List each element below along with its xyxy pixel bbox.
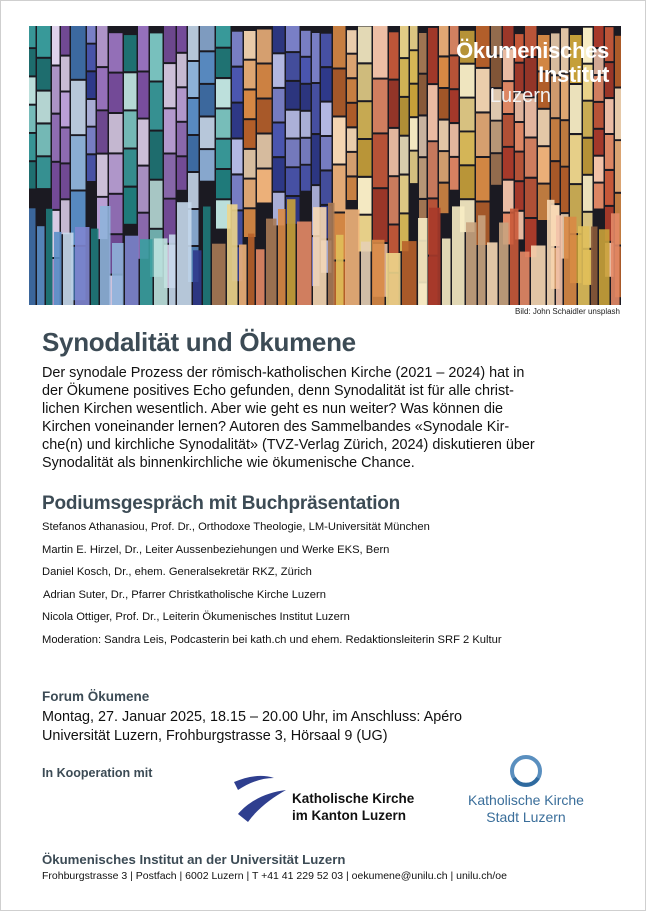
intro-line: Der synodale Prozess der römisch-katholischen Kirche (2021 – 2024) hat in — [42, 365, 525, 381]
swatch-card — [227, 204, 238, 305]
swatch-card — [429, 208, 441, 305]
swatch-card — [256, 249, 265, 305]
swatch-card — [452, 206, 465, 305]
swatch-card — [112, 243, 124, 305]
participant-item: Stefanos Athanasiou, Prof. Dr., Orthodoxe Theologie, LM-Universität München — [42, 521, 430, 533]
swatch-card — [487, 242, 498, 305]
swatch-card — [510, 209, 519, 305]
intro-paragraph — [42, 364, 612, 472]
swatch-card — [402, 241, 417, 305]
swatch-strip — [257, 30, 272, 203]
swatch-strip — [124, 35, 137, 224]
swatch-strip — [29, 26, 36, 189]
intro-line: che(n) und kirchliche Synodalität» (TVZ-Verlag Zürich, 2024) diskutieren über — [42, 437, 535, 453]
intro-line: lichen Kirchen wesentlich. Aber wie geht es nun weiter? Was können die — [42, 401, 504, 417]
swatch-strip — [177, 26, 187, 190]
swatch-card — [63, 233, 74, 305]
institute-logo-line2: Institut — [538, 62, 609, 87]
swatch-card — [239, 245, 247, 306]
swatch-card — [203, 207, 211, 306]
participant-list — [42, 520, 632, 655]
institute-logo-line1: Ökumenisches — [456, 38, 609, 63]
city-church-logo — [455, 752, 605, 832]
swatch-card — [499, 223, 509, 306]
swatch-card — [372, 240, 385, 305]
hero-image — [29, 26, 621, 305]
swatch-strip — [216, 26, 231, 229]
swatch-strip — [273, 26, 285, 225]
swatch-card — [361, 242, 371, 305]
event-datetime: Montag, 27. Januar 2025, 18.15 – 20.00 Uhr, im Anschluss: Apéro — [42, 709, 462, 725]
swatch-card — [564, 217, 577, 305]
swatch-card — [328, 203, 335, 305]
swatch-card — [466, 222, 477, 305]
swatch-card — [37, 226, 45, 305]
institute-logo-line3: Luzern — [489, 85, 551, 107]
swatch-card — [287, 199, 296, 305]
swatch-strip — [347, 30, 357, 200]
swatch-card — [154, 238, 168, 305]
swatch-card — [212, 244, 226, 305]
institute-logo — [456, 40, 609, 106]
swatch-card — [345, 209, 360, 305]
swatch-card — [140, 239, 153, 305]
intro-line: Synodalität als binnenkirchliche wie ökumenische Chance. — [42, 455, 415, 471]
participant-item: Martin E. Hirzel, Dr., Leiter Aussenbeziehungen und Werke EKS, Bern — [42, 543, 390, 556]
swatch-strip — [200, 26, 215, 181]
swatch-card — [266, 219, 277, 305]
swatch-card — [29, 208, 36, 305]
swatch-card — [297, 222, 312, 306]
event-location: Universität Luzern, Frohburgstrasse 3, Hörsaal 9 (UG) — [42, 728, 388, 744]
canton-logo-line2: im Kanton Luzern — [292, 808, 406, 823]
swatch-card — [336, 235, 344, 305]
swatch-card — [169, 235, 176, 306]
swatch-card — [599, 229, 610, 305]
swatch-card — [442, 239, 451, 306]
swatch-card — [531, 246, 546, 306]
swatch-card — [591, 227, 598, 306]
swatch-strip — [400, 26, 409, 251]
swatch-card — [386, 253, 401, 305]
swatch-card — [100, 206, 111, 305]
swatch-card — [547, 200, 555, 305]
swatch-card — [91, 229, 99, 305]
swatch-card — [478, 215, 486, 305]
intro-line: der Ökumene positives Echo gefunden, denn Synodalität ist für alle christ- — [42, 383, 514, 399]
swatch-card — [313, 207, 327, 305]
swatch-card — [177, 202, 192, 305]
swatch-strip — [37, 26, 51, 188]
swatch-card — [54, 232, 62, 305]
page-title: Synodalität und Ökumene — [42, 327, 356, 357]
swatch-card — [75, 227, 90, 305]
intro-line: Kirchen voneinander lernen? Autoren des Sammelbandes «Synodale Kir- — [42, 419, 510, 435]
cooperation-label: In Kooperation mit — [42, 766, 153, 780]
section-subtitle: Podiumsgespräch mit Buchpräsentation — [42, 493, 401, 514]
city-ring-icon — [506, 752, 546, 790]
footer-contact: Frohburgstrasse 3 | Postfach | 6002 Luzern | T +41 41 229 52 03 | oekumene@unilu.ch | unilu.ch/oe — [42, 870, 507, 882]
swatch-strip — [61, 26, 70, 234]
moderation-item: Moderation: Sandra Leis, Podcasterin bei kath.ch und ehem. Redaktionsleiterin SRF 2 Kultur — [42, 633, 502, 646]
swatch-strip — [286, 26, 300, 224]
swatch-strip — [87, 26, 96, 181]
swatch-card — [46, 209, 53, 305]
city-logo-line2: Stadt Luzern — [486, 809, 566, 825]
swatch-card — [578, 226, 590, 305]
image-credit: Bild: John Schaidler unsplash — [515, 307, 620, 316]
swatch-card — [125, 236, 139, 305]
canton-swoosh-icon — [228, 770, 288, 830]
swatch-strip — [244, 31, 256, 237]
swatch-card — [248, 234, 255, 305]
swatch-card — [520, 252, 530, 305]
participant-item: Nicola Ottiger, Prof. Dr., Leiterin Ökumenisches Institut Luzern — [42, 611, 350, 623]
footer-organization: Ökumenisches Institut an der Universität Luzern — [42, 852, 346, 867]
participant-item: Adrian Suter, Dr., Pfarrer Christkatholische Kirche Luzern — [43, 588, 326, 601]
event-series: Forum Ökumene — [42, 689, 150, 704]
swatch-card — [418, 218, 428, 305]
swatch-card — [611, 213, 620, 305]
swatch-card — [556, 215, 563, 305]
swatch-strip — [138, 26, 149, 259]
city-logo-line1: Katholische Kirche — [468, 792, 584, 808]
swatch-card — [278, 209, 286, 305]
swatch-card — [193, 250, 202, 305]
canton-logo-line1: Katholische Kirche — [292, 791, 415, 806]
canton-church-logo — [228, 770, 443, 832]
participant-item: Daniel Kosch, Dr., ehem. Generalsekretär RKZ, Zürich — [42, 566, 312, 578]
